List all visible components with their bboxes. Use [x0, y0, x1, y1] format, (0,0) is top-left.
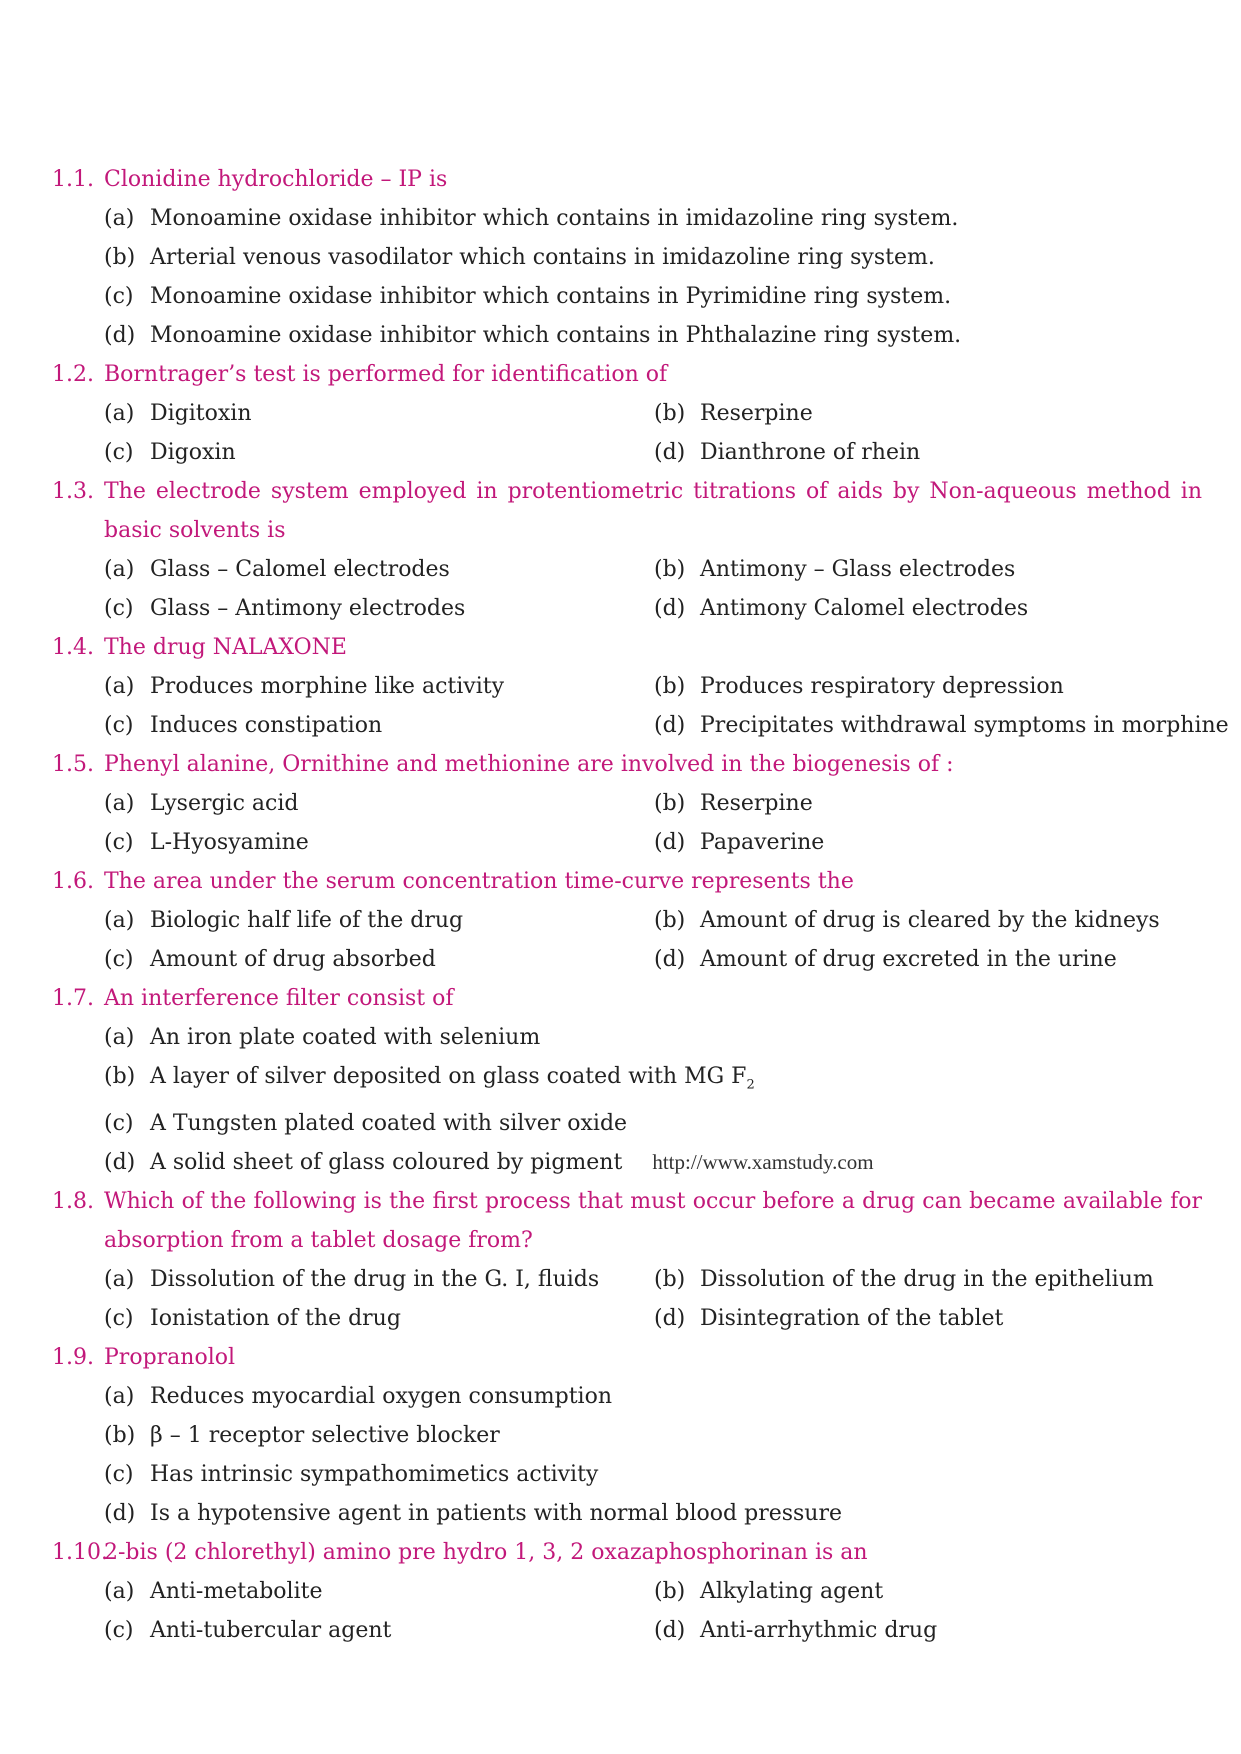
option-text: Monoamine oxidase inhibitor which contains in Phthalazine ring system.: [150, 323, 962, 348]
option-text-wrap: [150, 1377, 1202, 1416]
answer-option: [104, 1104, 1202, 1143]
option-text-wrap: [150, 1416, 1202, 1455]
answer-option: [104, 433, 654, 472]
option-letter: (b): [104, 1423, 136, 1449]
answer-option: [654, 589, 1202, 628]
question-list: [52, 160, 1229, 1650]
option-letter: (d): [654, 830, 686, 855]
question-text: An interference filter consist of: [104, 986, 454, 1011]
question-text: Clonidine hydrochloride – IP is: [104, 167, 448, 192]
option-text-wrap: [150, 1455, 1202, 1494]
answer-option: [104, 1018, 1202, 1057]
option-text-wrap: [700, 706, 1229, 745]
option-text-wrap: [150, 433, 654, 472]
question-number: 1.4.: [52, 635, 94, 660]
option-letter: (c): [104, 440, 134, 465]
option-text: Reduces myocardial oxygen consumption: [150, 1384, 612, 1410]
option-text: Biologic half life of the drug: [150, 908, 464, 933]
option-text-wrap: [700, 784, 1202, 823]
answer-option: [104, 1611, 654, 1650]
option-text: Reserpine: [700, 401, 813, 426]
answer-option: [654, 667, 1229, 706]
option-text: An iron plate coated with selenium: [150, 1025, 541, 1050]
answer-option: [654, 433, 1202, 472]
option-text: Alkylating agent: [700, 1579, 884, 1605]
answer-option: [104, 550, 654, 589]
answer-option: [104, 1057, 1202, 1104]
option-text: Digoxin: [150, 440, 236, 465]
option-letter: (c): [104, 713, 134, 738]
option-letter: (a): [104, 1267, 135, 1293]
option-letter: (a): [104, 1025, 135, 1050]
option-text-wrap: [150, 784, 654, 823]
option-text-wrap: [700, 589, 1202, 628]
question-text: Phenyl alanine, Ornithine and methionine are involved in the biogenesis of :: [104, 752, 954, 777]
answer-option: [104, 589, 654, 628]
answer-option: [104, 316, 1202, 355]
answer-option: [104, 901, 654, 940]
option-text: Has intrinsic sympathomimetics activity: [150, 1462, 599, 1488]
option-letter: (d): [654, 947, 686, 972]
option-text: β – 1 receptor selective blocker: [150, 1423, 500, 1449]
option-text-wrap: [700, 823, 1202, 862]
option-text: Induces constipation: [150, 713, 383, 738]
answer-option: [654, 1260, 1202, 1299]
option-text-wrap: [700, 394, 1202, 433]
option-text: Monoamine oxidase inhibitor which contains in imidazoline ring system.: [150, 206, 959, 231]
option-letter: (b): [654, 557, 686, 582]
answer-option: [104, 277, 1202, 316]
question-block: [52, 1533, 1202, 1650]
option-letter: (c): [104, 830, 134, 855]
question-line: [52, 1338, 1202, 1377]
option-text: A Tungsten plated coated with silver oxide: [150, 1111, 628, 1137]
question-text: Borntrager’s test is performed for identification of: [104, 362, 668, 387]
option-text-wrap: [150, 589, 654, 628]
answer-option: [654, 1572, 1202, 1611]
answer-option: [654, 940, 1202, 979]
answer-option: [654, 394, 1202, 433]
option-text-wrap: [150, 940, 654, 979]
option-letter: (d): [104, 1501, 136, 1527]
question-line: [52, 979, 1202, 1018]
option-letter: (b): [654, 791, 686, 816]
question-block: [52, 979, 1202, 1182]
option-list: [104, 1260, 1202, 1338]
question-number: 1.6.: [52, 869, 94, 894]
option-letter: (d): [654, 1306, 686, 1332]
option-text-wrap: [700, 1611, 1202, 1650]
option-text-wrap: [150, 316, 1202, 355]
option-letter: (c): [104, 284, 134, 309]
option-letter: (b): [654, 674, 686, 699]
answer-option: [104, 823, 654, 862]
option-letter: (c): [104, 596, 134, 621]
question-number: 1.10.: [52, 1540, 108, 1566]
option-text-wrap: [700, 667, 1229, 706]
answer-option: [104, 1572, 654, 1611]
option-text: Anti-arrhythmic drug: [700, 1618, 938, 1644]
option-text: Antimony Calomel electrodes: [700, 596, 1029, 621]
answer-option: [104, 1455, 1202, 1494]
option-letter: (b): [654, 908, 686, 933]
option-list: [104, 550, 1202, 628]
answer-option: [654, 784, 1202, 823]
question-text: Propranolol: [104, 1345, 236, 1371]
question-text: 2-bis (2 chlorethyl) amino pre hydro 1, 3, 2 oxazaphosphorinan is an: [104, 1540, 868, 1566]
option-text-wrap: [150, 1143, 1202, 1182]
option-text-wrap: [150, 1611, 654, 1650]
question-line: [52, 472, 1202, 550]
question-number: 1.8.: [52, 1189, 94, 1215]
answer-option: [654, 1299, 1202, 1338]
option-letter: (a): [104, 206, 135, 231]
option-letter: (c): [104, 1111, 134, 1137]
question-line: [52, 862, 1202, 901]
option-text-wrap: [150, 1299, 654, 1338]
question-number: 1.1.: [52, 167, 94, 192]
option-letter: (a): [104, 674, 135, 699]
question-number: 1.3.: [52, 479, 94, 504]
option-letter: (a): [104, 1384, 135, 1410]
option-text: L-Hyosyamine: [150, 830, 309, 855]
option-letter: (d): [654, 713, 686, 738]
option-letter: (d): [654, 440, 686, 465]
answer-option: [104, 238, 1202, 277]
question-block: [52, 472, 1202, 628]
option-letter: (a): [104, 791, 135, 816]
question-block: [52, 628, 1229, 745]
option-letter: (a): [104, 908, 135, 933]
question-block: [52, 160, 1202, 355]
option-text-wrap: [150, 1572, 654, 1611]
option-list: [104, 1572, 1202, 1650]
option-text-wrap: [150, 1057, 1202, 1104]
question-line: [52, 160, 1202, 199]
option-list: [104, 199, 1202, 355]
option-text: Arterial venous vasodilator which contains in imidazoline ring system.: [150, 245, 935, 270]
option-text: Produces morphine like activity: [150, 674, 504, 699]
answer-option: [654, 901, 1202, 940]
option-letter: (d): [104, 323, 136, 348]
option-letter: (c): [104, 947, 134, 972]
option-text-wrap: [150, 199, 1202, 238]
answer-option: [654, 550, 1202, 589]
option-text-wrap: [150, 550, 654, 589]
option-text: Disintegration of the tablet: [700, 1306, 1004, 1332]
option-text-wrap: [150, 1260, 654, 1299]
option-text: Lysergic acid: [150, 791, 299, 816]
question-block: [52, 1338, 1202, 1533]
question-line: [52, 745, 1202, 784]
option-text-wrap: [700, 433, 1202, 472]
option-text: Amount of drug is cleared by the kidneys: [700, 908, 1160, 933]
option-list: [104, 784, 1202, 862]
answer-option: [104, 667, 654, 706]
question-number: 1.7.: [52, 986, 94, 1011]
option-text-wrap: [150, 667, 654, 706]
answer-option: [104, 394, 654, 433]
option-text-wrap: [700, 1299, 1202, 1338]
option-letter: (d): [654, 596, 686, 621]
option-list: [104, 1377, 1202, 1533]
option-list: [104, 901, 1202, 979]
question-block: [52, 355, 1202, 472]
question-line: [52, 1182, 1202, 1260]
option-text: Precipitates withdrawal symptoms in morphine: [700, 713, 1229, 738]
option-text: Anti-metabolite: [150, 1579, 323, 1605]
option-text: Dissolution of the drug in the G. I, fluids: [150, 1267, 600, 1293]
answer-option: [104, 706, 654, 745]
option-text: Dianthrone of rhein: [700, 440, 921, 465]
option-text: Digitoxin: [150, 401, 252, 426]
option-letter: (d): [104, 1150, 136, 1176]
option-text-wrap: [700, 550, 1202, 589]
option-text: Amount of drug excreted in the urine: [700, 947, 1117, 972]
option-text-wrap: [700, 901, 1202, 940]
option-list: [104, 1018, 1202, 1182]
question-block: [52, 745, 1202, 862]
answer-option: [104, 1494, 1202, 1533]
question-number: 1.9.: [52, 1345, 94, 1371]
source-url-link[interactable]: http://www.xamstudy.com: [652, 1150, 874, 1175]
option-letter: (b): [654, 401, 686, 426]
answer-option: [104, 1416, 1202, 1455]
option-text-wrap: [150, 394, 654, 433]
option-subscript: 2: [746, 1077, 755, 1093]
option-text: Reserpine: [700, 791, 813, 816]
answer-option: [654, 706, 1229, 745]
question-number: 1.5.: [52, 752, 94, 777]
question-block: [52, 862, 1202, 979]
option-text: Ionistation of the drug: [150, 1306, 401, 1332]
option-text: Monoamine oxidase inhibitor which contains in Pyrimidine ring system.: [150, 284, 952, 309]
option-letter: (b): [654, 1579, 686, 1605]
option-text-wrap: [150, 1018, 1202, 1057]
option-text-wrap: [150, 1104, 1202, 1143]
question-block: [52, 1182, 1202, 1338]
option-text: Anti-tubercular agent: [150, 1618, 392, 1644]
question-line: [52, 355, 1202, 394]
option-text-wrap: [150, 238, 1202, 277]
option-text: A layer of silver deposited on glass coated with MG F: [150, 1064, 747, 1089]
option-text: Dissolution of the drug in the epithelium: [700, 1267, 1154, 1293]
option-text: Glass – Antimony electrodes: [150, 596, 466, 621]
answer-option: [104, 1260, 654, 1299]
answer-option: [654, 1611, 1202, 1650]
option-letter: (b): [654, 1267, 686, 1293]
question-number: 1.2.: [52, 362, 94, 387]
option-text-wrap: [700, 940, 1202, 979]
answer-option: [104, 1143, 1202, 1182]
option-text: Glass – Calomel electrodes: [150, 557, 450, 582]
question-text: The area under the serum concentration time-curve represents the: [104, 869, 854, 894]
answer-option: [104, 1377, 1202, 1416]
option-text: Amount of drug absorbed: [150, 947, 436, 972]
option-text-wrap: [150, 706, 654, 745]
question-text: Which of the following is the first process that must occur before a drug can became available for absorption from a tablet dosage from?: [104, 1189, 1202, 1254]
answer-option: [104, 784, 654, 823]
option-text: Papaverine: [700, 830, 825, 855]
option-text-wrap: [150, 1494, 1202, 1533]
option-letter: (c): [104, 1306, 134, 1332]
option-text-wrap: [150, 277, 1202, 316]
option-text-wrap: [150, 901, 654, 940]
option-text-wrap: [700, 1260, 1202, 1299]
option-list: [104, 394, 1202, 472]
option-letter: (c): [104, 1618, 134, 1644]
question-line: [52, 628, 1202, 667]
answer-option: [104, 1299, 654, 1338]
option-letter: (d): [654, 1618, 686, 1644]
question-line: [52, 1533, 1202, 1572]
question-text: The drug NALAXONE: [104, 635, 347, 660]
option-text-wrap: [150, 823, 654, 862]
option-text: A solid sheet of glass coloured by pigment: [150, 1150, 623, 1176]
option-text: Antimony – Glass electrodes: [700, 557, 1016, 582]
option-letter: (b): [104, 1064, 136, 1089]
option-text-wrap: [700, 1572, 1202, 1611]
answer-option: [104, 940, 654, 979]
option-list: [104, 667, 1229, 745]
answer-option: [654, 823, 1202, 862]
answer-option: [104, 199, 1202, 238]
option-text: Is a hypotensive agent in patients with normal blood pressure: [150, 1501, 843, 1527]
option-letter: (b): [104, 245, 136, 270]
question-text: The electrode system employed in protentiometric titrations of aids by Non-aqueous method in basic solvents is: [104, 479, 1202, 543]
option-letter: (a): [104, 557, 135, 582]
option-letter: (a): [104, 401, 135, 426]
option-text: Produces respiratory depression: [700, 674, 1064, 699]
option-letter: (c): [104, 1462, 134, 1488]
option-letter: (a): [104, 1579, 135, 1605]
